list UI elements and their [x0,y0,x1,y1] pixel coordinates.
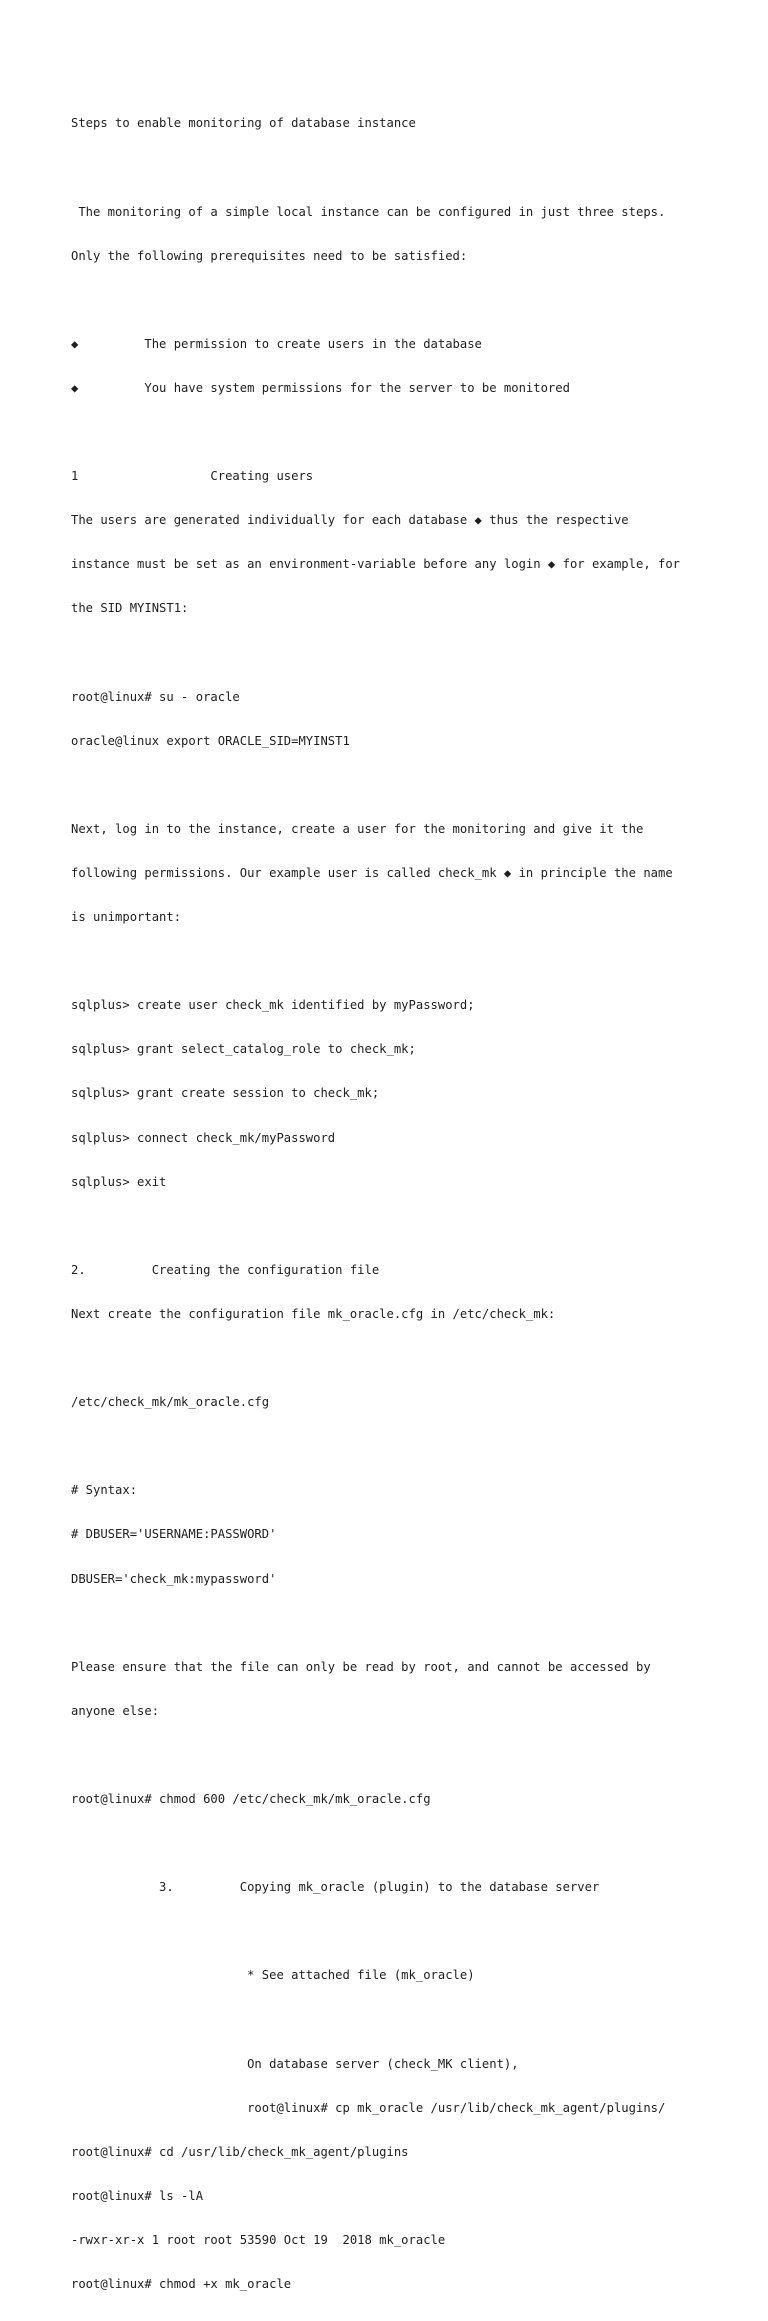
blank-line [71,954,731,969]
body-text-line: Next create the configuration file mk_oracle.cfg in /etc/check_mk: [71,1306,556,1321]
intro-line: Only the following prerequisites need to be satisfied: [71,248,468,263]
sqlplus-command: sqlplus> exit [71,1174,167,1189]
blank-line [71,161,731,176]
prerequisite-item: ◆ You have system permissions for the server to be monitored [71,380,570,395]
body-text-line: The users are generated individually for each database ◆ thus the respective [71,513,629,528]
attachment-note: * See attached file (mk_oracle) [71,1968,475,1983]
blank-line [71,778,731,793]
sqlplus-command: sqlplus> connect check_mk/myPassword [71,1130,336,1145]
config-path: /etc/check_mk/mk_oracle.cfg [71,1395,270,1410]
command-line: root@linux# ls -lA [71,2188,204,2203]
sqlplus-command: sqlplus> grant create session to check_mk; [71,1086,380,1101]
body-text-line: Next, log in to the instance, create a user for the monitoring and give it the [71,821,644,836]
blank-line [71,646,731,661]
blank-line [71,1836,731,1851]
prerequisite-item: ◆ The permission to create users in the database [71,336,482,351]
intro-line: The monitoring of a simple local instance can be configured in just three steps. [71,204,666,219]
body-text-line: the SID MYINST1: [71,601,189,616]
blank-line [71,1924,731,1939]
step-1-heading: 1 Creating users [71,469,314,484]
body-text-line: instance must be set as an environment-variable before any login ◆ for example, for [71,557,681,572]
command-line: oracle@linux export ORACLE_SID=MYINST1 [71,733,350,748]
command-line: root@linux# cp mk_oracle /usr/lib/check_mk_agent/plugins/ [71,2100,666,2115]
blank-line [71,1748,731,1763]
command-line: root@linux# su - oracle [71,689,240,704]
config-line: DBUSER='check_mk:mypassword' [71,1571,277,1586]
blank-line [71,1219,731,1234]
body-text-line: Please ensure that the file can only be read by root, and cannot be accessed by [71,1659,651,1674]
body-text-line: is unimportant: [71,910,182,925]
body-text-line: anyone else: [71,1703,160,1718]
document-title: Steps to enable monitoring of database instance [71,116,416,131]
body-text-line: following permissions. Our example user is called check_mk ◆ in principle the name [71,866,673,880]
config-line: # DBUSER='USERNAME:PASSWORD' [71,1527,277,1542]
blank-line [71,2012,731,2027]
blank-line [71,1351,731,1366]
body-text-line: On database server (check_MK client), [71,2056,519,2071]
document-body [71,87,731,2321]
step-2-heading: 2. Creating the configuration file [71,1262,380,1277]
command-output: -rwxr-xr-x 1 root root 53590 Oct 19 2018 mk_oracle [71,2232,446,2247]
command-line: root@linux# chmod 600 /etc/check_mk/mk_oracle.cfg [71,1791,431,1806]
command-line: root@linux# chmod +x mk_oracle [71,2277,292,2291]
blank-line [71,1616,731,1631]
sqlplus-command: sqlplus> create user check_mk identified by myPassword; [71,998,475,1013]
command-line: root@linux# cd /usr/lib/check_mk_agent/plugins [71,2144,409,2159]
step-3-heading: 3. Copying mk_oracle (plugin) to the database server [71,1880,600,1895]
blank-line [71,425,731,440]
sqlplus-command: sqlplus> grant select_catalog_role to check_mk; [71,1042,416,1057]
config-line: # Syntax: [71,1483,138,1498]
blank-line [71,1439,731,1454]
blank-line [71,293,731,308]
